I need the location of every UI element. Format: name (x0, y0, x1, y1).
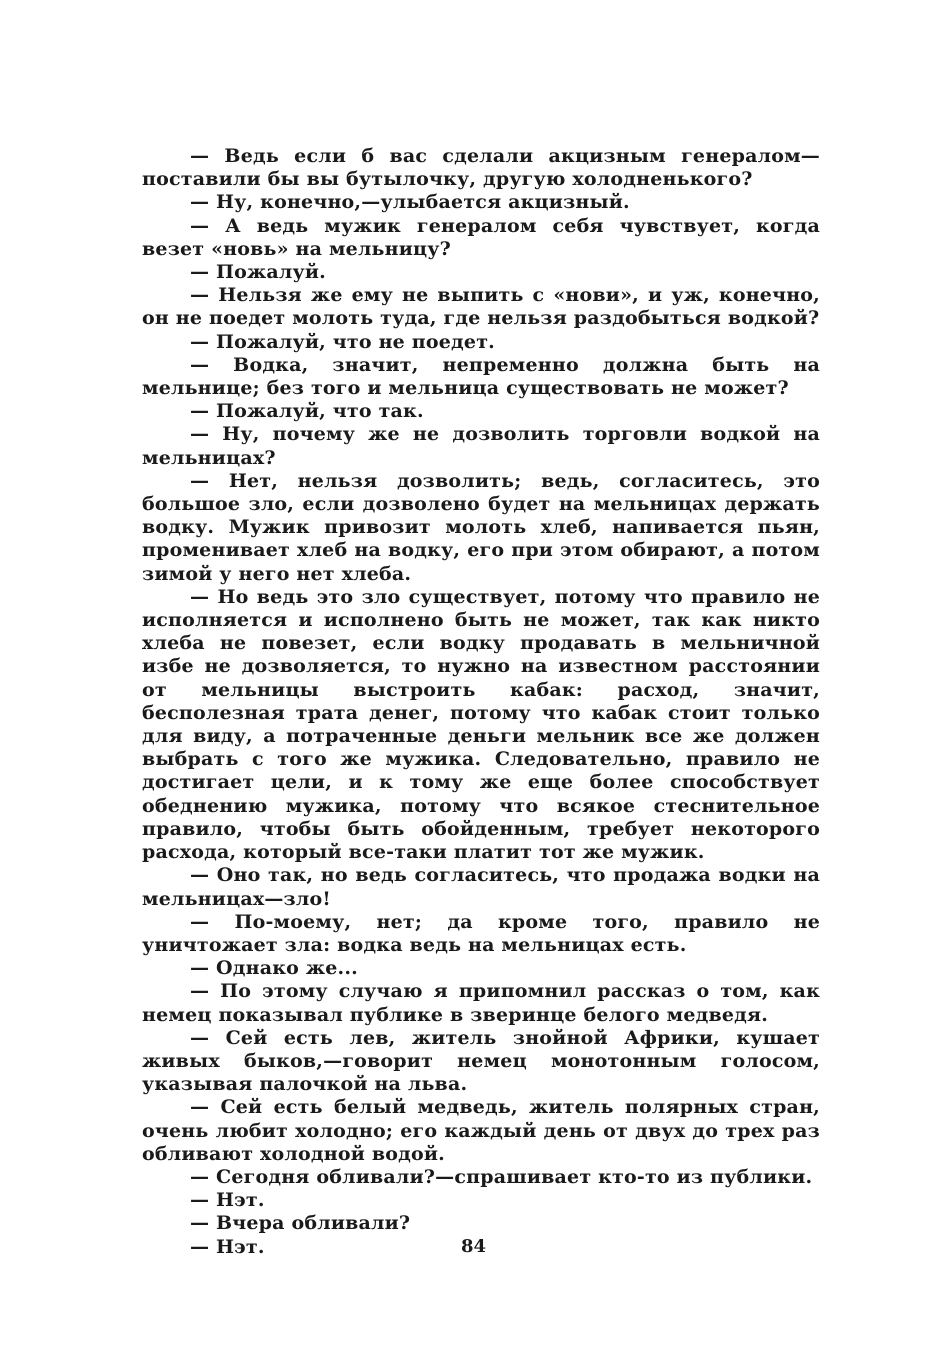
paragraph: — Пожалуй. (190, 261, 326, 284)
paragraph: — Нэт. (190, 1189, 265, 1212)
paragraph: — Но ведь это зло существует, потому что правило не исполняется и исполнено быть не может, так как никто хлеба не повезет, если водку продавать в мельничной избе не дозволяется, то нужно на известном расстоянии от мельницы выстроить кабак: расход, значит, бесполезная трата денег, потому что кабак стоит только для виду, а потраченные деньги мельник все же должен выбрать с того же мужика. Следовательно, правило не достигает цели, и к тому же еще более способствует обеднению мужика, потому что всякое стеснительное правило, чтобы быть обойденным, требует некоторого расхода, который все-таки платит тот же мужик. (142, 585, 820, 864)
body-text (142, 145, 820, 1259)
page-number: 84 (460, 1236, 487, 1257)
paragraph: — По-моему, нет; да кроме того, правило не уничтожает зла: водка ведь на мельницах есть. (142, 910, 820, 956)
paragraph: — А ведь мужик генералом себя чувствует, когда везет «новь» на мельницу? (142, 214, 820, 260)
paragraph: — Нельзя же ему не выпить с «нови», и уж, конечно, он не поедет молоть туда, где нельзя раздобыться водкой? (142, 284, 820, 330)
paragraph: — Однако же... (190, 957, 358, 980)
paragraph: — Вчера обливали? (190, 1212, 411, 1235)
paragraph: — Оно так, но ведь согласитесь, что продажа водки на мельницах—зло! (142, 864, 820, 910)
paragraph: — Ну, конечно,—улыбается акцизный. (190, 191, 630, 214)
paragraph: — Сей есть белый медведь, житель полярных стран, очень любит холодно; его каждый день от двух до трех раз обливают холодной водой. (142, 1096, 820, 1165)
paragraph: — Пожалуй, что не поедет. (190, 330, 495, 353)
paragraph: — По этому случаю я припомнил рассказ о том, как немец показывал публике в зверинце белого медведя. (142, 980, 820, 1026)
paragraph: — Ну, почему же не дозволить торговли водкой на мельницах? (142, 423, 820, 469)
paragraph: — Нет, нельзя дозволить; ведь, согласитесь, это большое зло, если дозволено будет на мельницах держать водку. Мужик привозит молоть хлеб, напивается пьян, променивает хлеб на водку, его при этом обирают, а потом зимой у него нет хлеба. (142, 469, 820, 585)
paragraph: — Нэт. (190, 1235, 265, 1258)
paragraph: — Пожалуй, что так. (190, 400, 424, 423)
paragraph: — Водка, значит, непременно должна быть на мельнице; без того и мельница существовать не может? (142, 353, 820, 400)
paragraph: — Ведь если б вас сделали акцизным генералом—поставили бы вы бутылочку, другую холодненького? (142, 145, 820, 191)
paragraph: — Сегодня обливали?—спрашивает кто-то из публики. (190, 1165, 813, 1188)
paragraph: — Сей есть лев, житель знойной Африки, кушает живых быков,—говорит немец монотонным голосом, указывая палочкой на льва. (142, 1026, 820, 1096)
